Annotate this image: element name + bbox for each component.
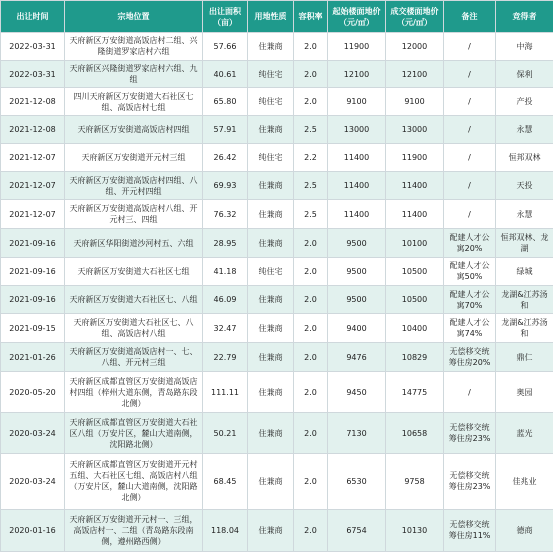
cell-location: 天府新区成都直管区万安街道大石社区八组（万安片区，麓山大道南侧，沈阳路北侧）: [65, 413, 203, 454]
table-row: [1, 200, 553, 229]
header-deal-price: 成交楼面地价（元/㎡）: [386, 1, 444, 33]
cell-usage: 住兼商: [248, 33, 294, 61]
cell-date: 2021-12-07: [1, 171, 65, 200]
cell-deal-price: 9100: [386, 88, 444, 116]
table-row: [1, 60, 553, 88]
cell-location: 天府新区成都直管区万安街道高饭店村四组（梓州大道东侧，青岛路东段北侧）: [65, 372, 203, 413]
cell-start-price: 9400: [328, 314, 386, 343]
cell-winner: 保利: [496, 60, 553, 88]
cell-far: 2.5: [294, 200, 328, 229]
cell-area: 57.66: [203, 33, 248, 61]
cell-start-price: 9500: [328, 257, 386, 285]
table-row: [1, 372, 553, 413]
cell-far: 2.2: [294, 143, 328, 171]
cell-winner: 产投: [496, 88, 553, 116]
cell-deal-price: 10100: [386, 229, 444, 258]
cell-date: 2020-05-20: [1, 372, 65, 413]
cell-winner: 绿城: [496, 257, 553, 285]
cell-date: 2020-03-24: [1, 413, 65, 454]
table-row: [1, 454, 553, 509]
cell-area: 41.18: [203, 257, 248, 285]
cell-deal-price: 10658: [386, 413, 444, 454]
cell-location: 四川天府新区万安街道大石社区七组、高饭店村七组: [65, 88, 203, 116]
cell-winner: 德商: [496, 509, 553, 551]
table-row: [1, 257, 553, 285]
cell-area: 118.04: [203, 509, 248, 551]
table-row: [1, 285, 553, 314]
cell-location: 天府新区兴隆街道罗家店村六组、九组: [65, 60, 203, 88]
table-row: [1, 343, 553, 372]
cell-deal-price: 11400: [386, 200, 444, 229]
cell-date: 2022-03-31: [1, 60, 65, 88]
header-start-price: 起始楼面地价（元/㎡）: [328, 1, 386, 33]
cell-start-price: 11900: [328, 33, 386, 61]
cell-start-price: 9500: [328, 285, 386, 314]
cell-usage: 住兼商: [248, 509, 294, 551]
cell-start-price: 6530: [328, 454, 386, 509]
cell-location: 天府新区万安街道高饭店村四组: [65, 116, 203, 144]
cell-winner: 永慧: [496, 200, 553, 229]
cell-remark: 配建人才公寓20%: [444, 229, 496, 258]
cell-remark: /: [444, 171, 496, 200]
cell-date: 2020-01-16: [1, 509, 65, 551]
cell-area: 32.47: [203, 314, 248, 343]
cell-start-price: 9450: [328, 372, 386, 413]
cell-far: 2.0: [294, 343, 328, 372]
cell-location: 天府新区万安街道高饭店村四组、八组、开元村四组: [65, 171, 203, 200]
cell-date: 2021-12-07: [1, 143, 65, 171]
cell-remark: /: [444, 88, 496, 116]
cell-usage: 住兼商: [248, 285, 294, 314]
cell-date: 2021-09-16: [1, 229, 65, 258]
cell-usage: 纯住宅: [248, 88, 294, 116]
cell-usage: 住兼商: [248, 314, 294, 343]
cell-start-price: 9476: [328, 343, 386, 372]
cell-date: 2021-01-26: [1, 343, 65, 372]
header-winner: 竞得者: [496, 1, 553, 33]
cell-area: 69.93: [203, 171, 248, 200]
cell-winner: 佳兆业: [496, 454, 553, 509]
cell-usage: 住兼商: [248, 372, 294, 413]
cell-usage: 住兼商: [248, 116, 294, 144]
cell-winner: 蓝光: [496, 413, 553, 454]
cell-area: 50.21: [203, 413, 248, 454]
cell-area: 22.79: [203, 343, 248, 372]
cell-far: 2.0: [294, 88, 328, 116]
table-row: [1, 143, 553, 171]
cell-location: 天府新区万安街道高饭店村一、七、八组、开元村三组: [65, 343, 203, 372]
table-row: [1, 33, 553, 61]
header-usage: 用地性质: [248, 1, 294, 33]
cell-date: 2021-09-16: [1, 285, 65, 314]
cell-deal-price: 14775: [386, 372, 444, 413]
cell-deal-price: 10500: [386, 257, 444, 285]
cell-start-price: 11400: [328, 171, 386, 200]
table-row: [1, 229, 553, 258]
cell-usage: 住兼商: [248, 171, 294, 200]
cell-start-price: 13000: [328, 116, 386, 144]
cell-area: 76.32: [203, 200, 248, 229]
cell-location: 天府新区万安街道大石社区七、八组: [65, 285, 203, 314]
cell-deal-price: 10130: [386, 509, 444, 551]
cell-far: 2.5: [294, 116, 328, 144]
cell-start-price: 12100: [328, 60, 386, 88]
header-location: 宗地位置: [65, 1, 203, 33]
cell-start-price: 7130: [328, 413, 386, 454]
cell-remark: 配建人才公寓74%: [444, 314, 496, 343]
cell-usage: 住兼商: [248, 200, 294, 229]
cell-far: 2.0: [294, 372, 328, 413]
cell-far: 2.0: [294, 285, 328, 314]
cell-area: 28.95: [203, 229, 248, 258]
cell-far: 2.0: [294, 413, 328, 454]
cell-usage: 住兼商: [248, 454, 294, 509]
table-row: [1, 314, 553, 343]
cell-usage: 住兼商: [248, 343, 294, 372]
cell-usage: 纯住宅: [248, 143, 294, 171]
cell-location: 天府新区万安街道开元村一、三组，高饭店村一、二组（青岛路东段南侧，遵州路西侧）: [65, 509, 203, 551]
cell-winner: 中海: [496, 33, 553, 61]
cell-far: 2.0: [294, 229, 328, 258]
cell-far: 2.0: [294, 33, 328, 61]
cell-usage: 纯住宅: [248, 257, 294, 285]
cell-remark: /: [444, 200, 496, 229]
table-row: [1, 413, 553, 454]
cell-usage: 住兼商: [248, 413, 294, 454]
cell-deal-price: 11400: [386, 171, 444, 200]
cell-area: 46.09: [203, 285, 248, 314]
cell-winner: 恒邦双林、龙湖: [496, 229, 553, 258]
header-far: 容积率: [294, 1, 328, 33]
cell-winner: 天投: [496, 171, 553, 200]
cell-date: 2022-03-31: [1, 33, 65, 61]
cell-far: 2.0: [294, 60, 328, 88]
cell-remark: 无偿移交统筹住房11%: [444, 509, 496, 551]
cell-start-price: 6754: [328, 509, 386, 551]
cell-area: 68.45: [203, 454, 248, 509]
cell-date: 2021-12-08: [1, 116, 65, 144]
cell-winner: 龙湖&江苏汤和: [496, 285, 553, 314]
cell-date: 2021-09-16: [1, 257, 65, 285]
table-row: [1, 171, 553, 200]
cell-location: 天府新区成都直管区万安街道开元村五组、大石社区七组、高饭店村八组（万安片区，麓山大道南侧，沈阳路北侧）: [65, 454, 203, 509]
cell-location: 天府新区万安街道大石社区七、八组、高饭店村八组: [65, 314, 203, 343]
table-header-row: [1, 1, 553, 33]
cell-area: 65.80: [203, 88, 248, 116]
cell-remark: /: [444, 116, 496, 144]
cell-area: 40.61: [203, 60, 248, 88]
cell-date: 2020-03-24: [1, 454, 65, 509]
cell-remark: /: [444, 143, 496, 171]
cell-winner: 龙湖&江苏汤和: [496, 314, 553, 343]
cell-date: 2021-09-15: [1, 314, 65, 343]
cell-remark: 配建人才公寓50%: [444, 257, 496, 285]
cell-usage: 住兼商: [248, 229, 294, 258]
cell-far: 2.0: [294, 509, 328, 551]
cell-remark: /: [444, 33, 496, 61]
header-area: 出让面积（亩）: [203, 1, 248, 33]
cell-location: 天府新区华阳街道沙河村五、六组: [65, 229, 203, 258]
table-body: [1, 33, 553, 552]
table-row: [1, 509, 553, 551]
cell-remark: 无偿移交统筹住房23%: [444, 413, 496, 454]
cell-deal-price: 12000: [386, 33, 444, 61]
cell-location: 天府新区万安街道开元村三组: [65, 143, 203, 171]
cell-area: 57.91: [203, 116, 248, 144]
cell-date: 2021-12-07: [1, 200, 65, 229]
cell-far: 2.0: [294, 454, 328, 509]
cell-winner: 永慧: [496, 116, 553, 144]
cell-remark: 无偿移交统筹住房20%: [444, 343, 496, 372]
cell-start-price: 9500: [328, 229, 386, 258]
cell-deal-price: 10500: [386, 285, 444, 314]
cell-usage: 纯住宅: [248, 60, 294, 88]
cell-winner: 恒邦双林: [496, 143, 553, 171]
header-remark: 备注: [444, 1, 496, 33]
cell-far: 2.0: [294, 314, 328, 343]
cell-winner: 鼎仁: [496, 343, 553, 372]
cell-deal-price: 10400: [386, 314, 444, 343]
cell-remark: 配建人才公寓70%: [444, 285, 496, 314]
cell-start-price: 11400: [328, 143, 386, 171]
cell-deal-price: 12100: [386, 60, 444, 88]
cell-remark: /: [444, 60, 496, 88]
table-row: [1, 88, 553, 116]
table-row: [1, 116, 553, 144]
cell-area: 111.11: [203, 372, 248, 413]
cell-location: 天府新区万安街道大石社区七组: [65, 257, 203, 285]
cell-winner: 奥园: [496, 372, 553, 413]
cell-deal-price: 9758: [386, 454, 444, 509]
cell-remark: /: [444, 372, 496, 413]
cell-location: 天府新区万安街道高饭店村八组、开元村三、四组: [65, 200, 203, 229]
cell-start-price: 11400: [328, 200, 386, 229]
header-date: 出让时间: [1, 1, 65, 33]
cell-area: 26.42: [203, 143, 248, 171]
cell-start-price: 9100: [328, 88, 386, 116]
cell-far: 2.5: [294, 171, 328, 200]
cell-remark: 无偿移交统筹住房23%: [444, 454, 496, 509]
cell-date: 2021-12-08: [1, 88, 65, 116]
cell-deal-price: 13000: [386, 116, 444, 144]
cell-deal-price: 10829: [386, 343, 444, 372]
cell-far: 2.0: [294, 257, 328, 285]
cell-location: 天府新区万安街道高饭店村二组、兴隆街道罗家店村六组: [65, 33, 203, 61]
cell-deal-price: 11900: [386, 143, 444, 171]
